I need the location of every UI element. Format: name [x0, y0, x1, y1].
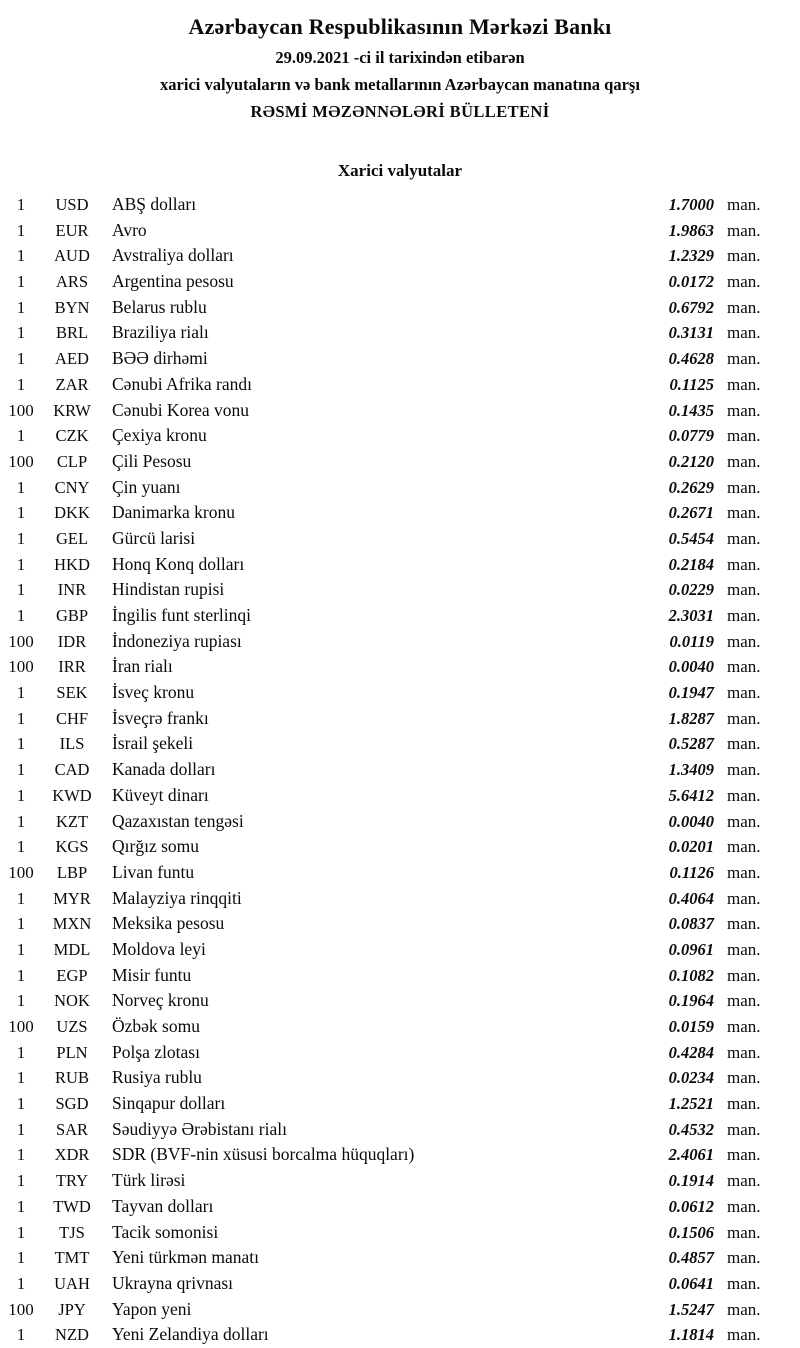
currency-code: MXN: [52, 914, 92, 934]
rate-quantity: 1: [16, 349, 26, 369]
currency-name: Argentina pesosu: [112, 271, 234, 292]
rate-value: 0.6792: [668, 297, 714, 317]
currency-name: BƏƏ dirhəmi: [112, 348, 208, 369]
rate-quantity: 1: [16, 1145, 26, 1165]
unit-label: man.: [727, 528, 761, 548]
rate-row: [0, 1168, 800, 1194]
currency-code: TRY: [55, 1171, 89, 1191]
rate-value: 1.8287: [668, 708, 714, 728]
rate-quantity: 1: [16, 323, 26, 343]
currency-name: Gürcü larisi: [112, 527, 196, 548]
unit-label: man.: [727, 1299, 761, 1319]
unit-label: man.: [727, 580, 761, 600]
rate-value: 0.1914: [668, 1171, 714, 1191]
currency-name: Yapon yeni: [112, 1298, 192, 1319]
currency-code: AUD: [54, 246, 90, 266]
currency-name: Tayvan dolları: [112, 1195, 214, 1216]
rate-row: [0, 911, 800, 937]
currency-code: KZT: [55, 811, 89, 831]
rate-quantity: 100: [8, 451, 34, 471]
currency-name: Honq Konq dolları: [112, 553, 245, 574]
rate-quantity: 1: [16, 195, 26, 214]
unit-label: man.: [727, 1017, 761, 1036]
unit-label: man.: [727, 246, 761, 266]
currency-code: IDR: [57, 631, 87, 651]
unit-label: man.: [727, 272, 761, 292]
rate-quantity: 1: [16, 554, 26, 574]
currency-code: INR: [57, 580, 87, 600]
currency-name: İsrail şekeli: [112, 733, 194, 754]
rate-row: [0, 834, 800, 860]
unit-label: man.: [727, 554, 761, 574]
currency-name: Qırğız somu: [112, 836, 200, 857]
effective-date-line: 29.09.2021 -ci il tarixindən etibarən: [275, 48, 525, 67]
rate-row: [0, 500, 800, 526]
currency-code: CZK: [55, 426, 89, 446]
currency-code: GBP: [55, 606, 89, 625]
unit-label: man.: [727, 965, 761, 985]
currency-code: AED: [55, 349, 89, 369]
unit-label: man.: [727, 811, 761, 831]
unit-label: man.: [727, 297, 761, 317]
currency-name: İngilis funt sterlinqi: [112, 605, 252, 625]
currency-code: IRR: [58, 657, 86, 677]
rate-value: 0.3131: [668, 323, 714, 343]
rate-row: [0, 552, 800, 578]
rate-quantity: 1: [16, 991, 26, 1011]
unit-label: man.: [727, 657, 761, 677]
currency-name: Livan funtu: [112, 861, 195, 882]
rate-row: [0, 192, 800, 218]
currency-code: SGD: [55, 1094, 89, 1114]
unit-label: man.: [727, 1145, 761, 1165]
rate-quantity: 100: [8, 1299, 34, 1319]
currency-name: Avstraliya dolları: [112, 245, 234, 266]
currency-name: SDR (BVF-nin xüsusi borcalma hüquqları): [112, 1144, 415, 1165]
currency-code: LBP: [56, 862, 88, 882]
currency-code: UZS: [56, 1017, 88, 1036]
rate-value: 0.2184: [668, 554, 714, 574]
currency-code: NZD: [55, 1325, 89, 1345]
rate-value: 0.0229: [668, 580, 714, 600]
currency-name: Belarus rublu: [112, 296, 207, 317]
rate-quantity: 1: [16, 606, 26, 625]
rate-row: [0, 346, 800, 372]
rate-quantity: 1: [16, 1273, 26, 1293]
rate-quantity: 1: [16, 1094, 26, 1114]
unit-label: man.: [727, 862, 761, 882]
rate-quantity: 1: [16, 503, 26, 523]
rate-row: [0, 372, 800, 398]
unit-label: man.: [727, 374, 761, 394]
rate-value: 2.3031: [668, 606, 714, 625]
currency-code: CLP: [56, 451, 88, 471]
currency-name: Avro: [112, 219, 147, 240]
rate-quantity: 1: [16, 220, 26, 240]
document-header: [0, 0, 800, 125]
currency-name: Çin yuanı: [112, 476, 181, 497]
rate-row: [0, 1220, 800, 1246]
unit-label: man.: [727, 1273, 761, 1293]
unit-label: man.: [727, 1119, 761, 1139]
currency-name: Malayziya rinqqiti: [112, 887, 242, 908]
rate-value: 2.4061: [668, 1145, 714, 1165]
rate-value: 0.4284: [668, 1042, 714, 1062]
rate-row: [0, 988, 800, 1014]
rate-value: 0.1126: [669, 862, 714, 882]
unit-label: man.: [727, 1222, 761, 1242]
rate-quantity: 1: [16, 477, 26, 497]
rate-row: [0, 449, 800, 475]
rate-quantity: 100: [8, 657, 34, 677]
currency-code: TJS: [59, 1222, 85, 1242]
currency-code: CNY: [54, 477, 90, 497]
currency-code: CHF: [55, 708, 89, 728]
rate-quantity: 1: [16, 888, 26, 908]
currency-code: ZAR: [55, 374, 89, 394]
rate-row: [0, 757, 800, 783]
rate-value: 0.1506: [668, 1222, 714, 1242]
currency-name: Misir funtu: [112, 964, 192, 985]
currency-name: İsveçrə frankı: [112, 707, 209, 728]
rate-quantity: 1: [16, 1196, 26, 1216]
rate-value: 0.5287: [668, 734, 714, 754]
rate-quantity: 1: [16, 374, 26, 394]
currency-name: Tacik somonisi: [112, 1221, 219, 1242]
currency-code: MDL: [53, 939, 91, 959]
currency-code: TMT: [54, 1248, 90, 1268]
rate-row: [0, 1142, 800, 1168]
unit-label: man.: [727, 1196, 761, 1216]
unit-label: man.: [727, 914, 761, 934]
currency-name: Türk lirəsi: [112, 1170, 186, 1191]
rate-value: 0.4857: [668, 1248, 714, 1268]
unit-label: man.: [727, 683, 761, 703]
currency-code: PLN: [56, 1042, 88, 1062]
bank-title: Azərbaycan Respublikasının Mərkəzi Bankı: [188, 14, 612, 39]
unit-label: man.: [727, 1094, 761, 1114]
rate-quantity: 100: [8, 400, 34, 420]
rate-quantity: 1: [16, 528, 26, 548]
rate-row: [0, 218, 800, 244]
rate-quantity: 1: [16, 1222, 26, 1242]
rate-row: [0, 577, 800, 603]
rate-value: 0.2629: [668, 477, 714, 497]
unit-label: man.: [727, 323, 761, 343]
currency-name: Danimarka kronu: [112, 502, 235, 523]
currency-name: Hindistan rupisi: [112, 579, 225, 600]
rate-row: [0, 809, 800, 835]
unit-label: man.: [727, 991, 761, 1011]
rate-row: [0, 783, 800, 809]
currency-name: Cənubi Afrika randı: [112, 373, 252, 394]
rate-value: 0.0040: [668, 657, 714, 677]
unit-label: man.: [727, 760, 761, 780]
bulletin-title: RƏSMİ MƏZƏNNƏLƏRİ BÜLLETENİ: [250, 102, 550, 121]
currency-code: ILS: [59, 734, 85, 754]
rate-value: 1.3409: [668, 760, 714, 780]
currency-name: Sinqapur dolları: [112, 1093, 226, 1114]
unit-label: man.: [727, 349, 761, 369]
rate-value: 1.2329: [668, 246, 714, 266]
currency-code: EUR: [55, 220, 89, 240]
rate-row: [0, 423, 800, 449]
rate-row: [0, 295, 800, 321]
currency-name: Polşa zlotası: [112, 1041, 200, 1062]
currency-code: ARS: [55, 272, 89, 292]
rate-quantity: 1: [16, 426, 26, 446]
rate-row: [0, 320, 800, 346]
unit-label: man.: [727, 400, 761, 420]
rates-table: [0, 192, 800, 1348]
rate-value: 0.0119: [669, 631, 714, 651]
unit-label: man.: [727, 939, 761, 959]
rate-value: 0.1964: [668, 991, 714, 1011]
rate-quantity: 100: [8, 862, 34, 882]
rate-value: 0.0612: [668, 1196, 714, 1216]
unit-label: man.: [727, 1171, 761, 1191]
currency-code: XDR: [54, 1145, 90, 1165]
rate-value: 1.1814: [668, 1325, 714, 1345]
unit-label: man.: [727, 451, 761, 471]
rate-quantity: 1: [16, 580, 26, 600]
rate-quantity: 1: [16, 760, 26, 780]
unit-label: man.: [727, 1042, 761, 1062]
rate-row: [0, 603, 800, 629]
rate-row: [0, 1117, 800, 1143]
unit-label: man.: [727, 708, 761, 728]
rate-value: 0.1435: [668, 400, 714, 420]
rate-value: 0.0641: [668, 1273, 714, 1293]
rate-quantity: 1: [16, 965, 26, 985]
unit-label: man.: [727, 477, 761, 497]
rate-row: [0, 1014, 800, 1040]
rate-value: 0.1947: [668, 683, 714, 703]
rate-value: 0.0172: [668, 272, 714, 292]
rate-value: 0.0779: [668, 426, 714, 446]
currency-name: Ukrayna qrivnası: [112, 1272, 234, 1293]
rate-quantity: 1: [16, 1248, 26, 1268]
currency-code: UAH: [54, 1273, 90, 1293]
rate-row: [0, 886, 800, 912]
rate-quantity: 1: [16, 1068, 26, 1088]
rate-quantity: 1: [16, 1325, 26, 1345]
currency-name: Cənubi Korea vonu: [112, 399, 250, 420]
rate-row: [0, 1091, 800, 1117]
currency-code: KRW: [53, 400, 91, 420]
rate-value: 1.2521: [668, 1094, 714, 1114]
rate-value: 0.0201: [668, 837, 714, 857]
rate-row: [0, 1322, 800, 1348]
rate-row: [0, 937, 800, 963]
rate-value: 0.0234: [668, 1068, 714, 1088]
currency-name: İran rialı: [112, 656, 173, 677]
rate-row: [0, 243, 800, 269]
rate-quantity: 1: [16, 837, 26, 857]
unit-label: man.: [727, 1248, 761, 1268]
rate-value: 0.2120: [668, 451, 714, 471]
unit-label: man.: [727, 734, 761, 754]
unit-label: man.: [727, 503, 761, 523]
rate-row: [0, 398, 800, 424]
rate-row: [0, 1245, 800, 1271]
currency-name: Küveyt dinarı: [112, 784, 209, 805]
rate-value: 0.0040: [668, 811, 714, 831]
rate-quantity: 100: [8, 631, 34, 651]
rate-row: [0, 654, 800, 680]
rate-value: 0.1125: [669, 374, 714, 394]
currency-name: Meksika pesosu: [112, 913, 225, 934]
rate-value: 1.5247: [668, 1299, 714, 1319]
currency-name: Çexiya kronu: [112, 425, 207, 446]
rate-value: 0.5454: [668, 528, 714, 548]
rate-row: [0, 706, 800, 732]
rate-quantity: 1: [16, 1171, 26, 1191]
currency-code: KWD: [52, 785, 92, 805]
currency-code: DKK: [54, 503, 90, 523]
currency-code: TWD: [53, 1196, 91, 1216]
rate-value: 0.4532: [668, 1119, 714, 1139]
rate-quantity: 1: [16, 297, 26, 317]
rate-quantity: 1: [16, 272, 26, 292]
rate-row: [0, 1040, 800, 1066]
rate-value: 1.9863: [668, 220, 714, 240]
unit-label: man.: [727, 631, 761, 651]
currency-name: ABŞ dolları: [112, 194, 197, 214]
currency-code: USD: [55, 195, 89, 214]
rate-row: [0, 731, 800, 757]
unit-label: man.: [727, 1068, 761, 1088]
rate-row: [0, 1194, 800, 1220]
rate-value: 0.0837: [668, 914, 714, 934]
currency-name: Özbək somu: [112, 1016, 200, 1036]
currency-code: SAR: [55, 1119, 89, 1139]
section-title-foreign-currencies: Xarici valyutalar: [337, 161, 463, 180]
currency-name: Qazaxıstan tengəsi: [112, 810, 244, 831]
currency-name: Rusiya rublu: [112, 1067, 202, 1088]
rate-row: [0, 1065, 800, 1091]
rate-quantity: 1: [16, 811, 26, 831]
rate-row: [0, 963, 800, 989]
currency-code: JPY: [58, 1299, 86, 1319]
currency-name: Çili Pesosu: [112, 450, 192, 471]
currency-name: Kanada dolları: [112, 759, 216, 780]
rate-row: [0, 860, 800, 886]
unit-label: man.: [727, 1325, 761, 1345]
currency-name: Moldova leyi: [112, 938, 206, 959]
currency-name: Norveç kronu: [112, 990, 209, 1011]
rate-quantity: 1: [16, 939, 26, 959]
rate-row: [0, 629, 800, 655]
rate-quantity: 1: [16, 1119, 26, 1139]
currency-name: Yeni Zelandiya dolları: [112, 1324, 269, 1345]
unit-label: man.: [727, 195, 761, 214]
rate-row: [0, 269, 800, 295]
currency-code: EGP: [56, 965, 88, 985]
currency-code: HKD: [54, 554, 90, 574]
rate-quantity: 1: [16, 708, 26, 728]
subject-line: xarici valyutaların və bank metallarının Azərbaycan manatına qarşı: [160, 75, 640, 94]
unit-label: man.: [727, 606, 761, 625]
rate-value: 5.6412: [668, 785, 714, 805]
currency-code: BRL: [55, 323, 89, 343]
currency-name: Braziliya rialı: [112, 322, 209, 343]
unit-label: man.: [727, 785, 761, 805]
currency-code: GEL: [55, 528, 89, 548]
rate-row: [0, 526, 800, 552]
unit-label: man.: [727, 426, 761, 446]
rate-quantity: 1: [16, 1042, 26, 1062]
currency-code: BYN: [54, 297, 90, 317]
rate-value: 1.7000: [668, 195, 714, 214]
currency-name: Yeni türkmən manatı: [112, 1247, 259, 1268]
unit-label: man.: [727, 220, 761, 240]
rate-value: 0.2671: [668, 503, 714, 523]
currency-code: SEK: [56, 683, 88, 703]
rate-value: 0.0961: [668, 939, 714, 959]
rate-row: [0, 1297, 800, 1323]
currency-name: İndoneziya rupiası: [112, 630, 242, 651]
unit-label: man.: [727, 888, 761, 908]
currency-name: Səudiyyə Ərəbistanı rialı: [112, 1118, 287, 1139]
rate-quantity: 1: [16, 683, 26, 703]
rate-row: [0, 680, 800, 706]
currency-name: İsveç kronu: [112, 682, 195, 703]
rate-value: 0.4064: [668, 888, 714, 908]
rate-quantity: 1: [16, 785, 26, 805]
rate-quantity: 100: [8, 1017, 34, 1036]
currency-code: CAD: [54, 760, 90, 780]
rate-value: 0.4628: [668, 349, 714, 369]
rate-quantity: 1: [16, 914, 26, 934]
rate-value: 0.1082: [668, 965, 714, 985]
rate-quantity: 1: [16, 734, 26, 754]
currency-code: KGS: [55, 837, 89, 857]
rate-row: [0, 475, 800, 501]
rate-row: [0, 1271, 800, 1297]
rate-quantity: 1: [16, 246, 26, 266]
currency-code: MYR: [53, 888, 91, 908]
currency-code: RUB: [55, 1068, 89, 1088]
unit-label: man.: [727, 837, 761, 857]
currency-code: NOK: [54, 991, 90, 1011]
rate-value: 0.0159: [668, 1017, 714, 1036]
